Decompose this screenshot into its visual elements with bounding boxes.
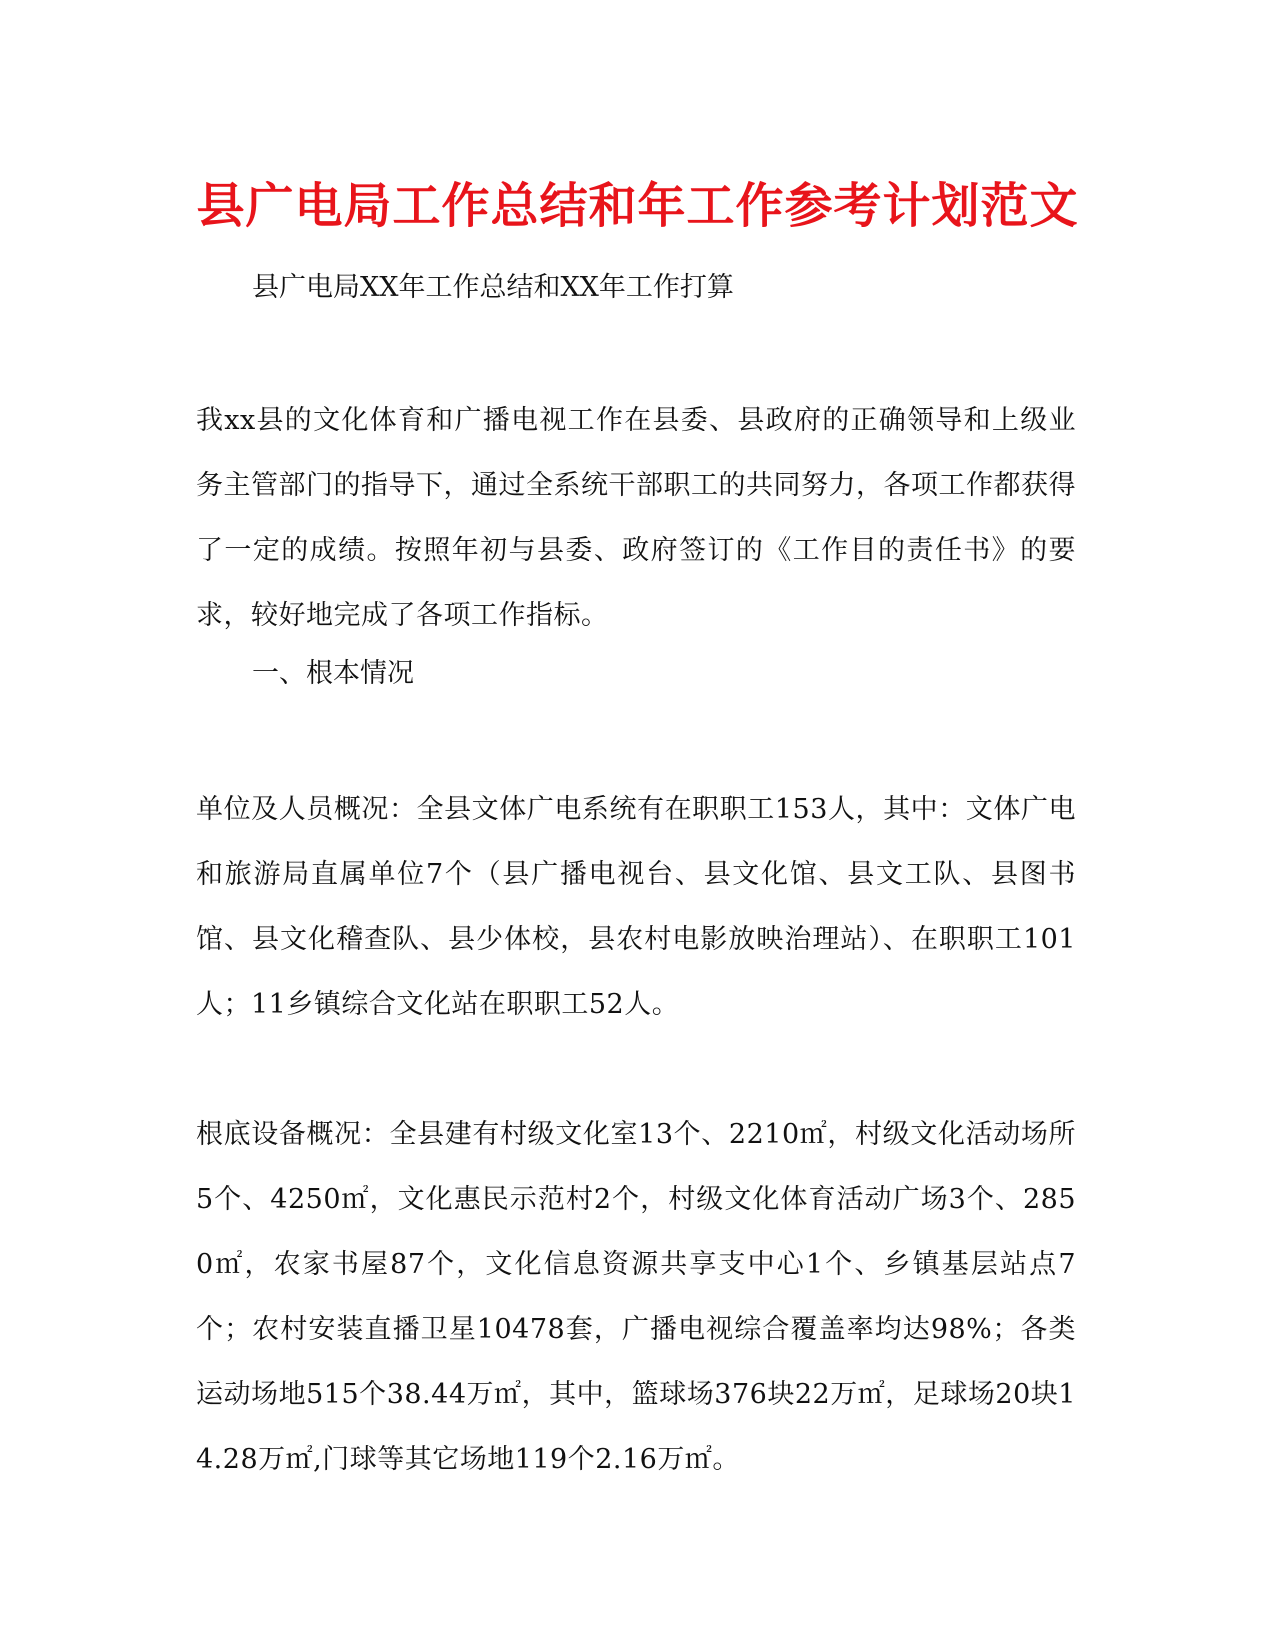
intro-paragraph: 我xx县的文化体育和广播电视工作在县委、县政府的正确领导和上级业务主管部门的指导下，通过全系统干部职工的共同努力，各项工作都获得了一定的成绩。按照年初与县委、政府签订的《工作目的责任书》的要求，较好地完成了各项工作指标。 xyxy=(196,405,1076,631)
document-title: 县广电局工作总结和年工作参考计划范文 xyxy=(196,178,1079,234)
section-heading: 一、根本情况 xyxy=(252,658,414,689)
staff-paragraph: 单位及人员概况：全县文体广电系统有在职职工153人，其中：文体广电和旅游局直属单位7个（县广播电视台、县文化馆、县文工队、县图书馆、县文化稽查队、县少体校，县农村电影放映治理站）、在职职工101人；11乡镇综合文化站在职职工52人。 xyxy=(196,794,1076,1020)
document-subtitle: 县广电局XX年工作总结和XX年工作打算 xyxy=(252,272,734,303)
facilities-paragraph: 根底设备概况：全县建有村级文化室13个、2210㎡，村级文化活动场所5个、4250㎡，文化惠民示范村2个，村级文化体育活动广场3个、2850㎡，农家书屋87个，文化信息资源共享支中心1个、乡镇基层站点7个；农村安装直播卫星10478套，广播电视综合覆盖率均达98%；各类运动场地515个38.44万㎡，其中，篮球场376块22万㎡，足球场20块14.28万㎡,门球等其它场地119个2.16万㎡。 xyxy=(196,1119,1076,1475)
